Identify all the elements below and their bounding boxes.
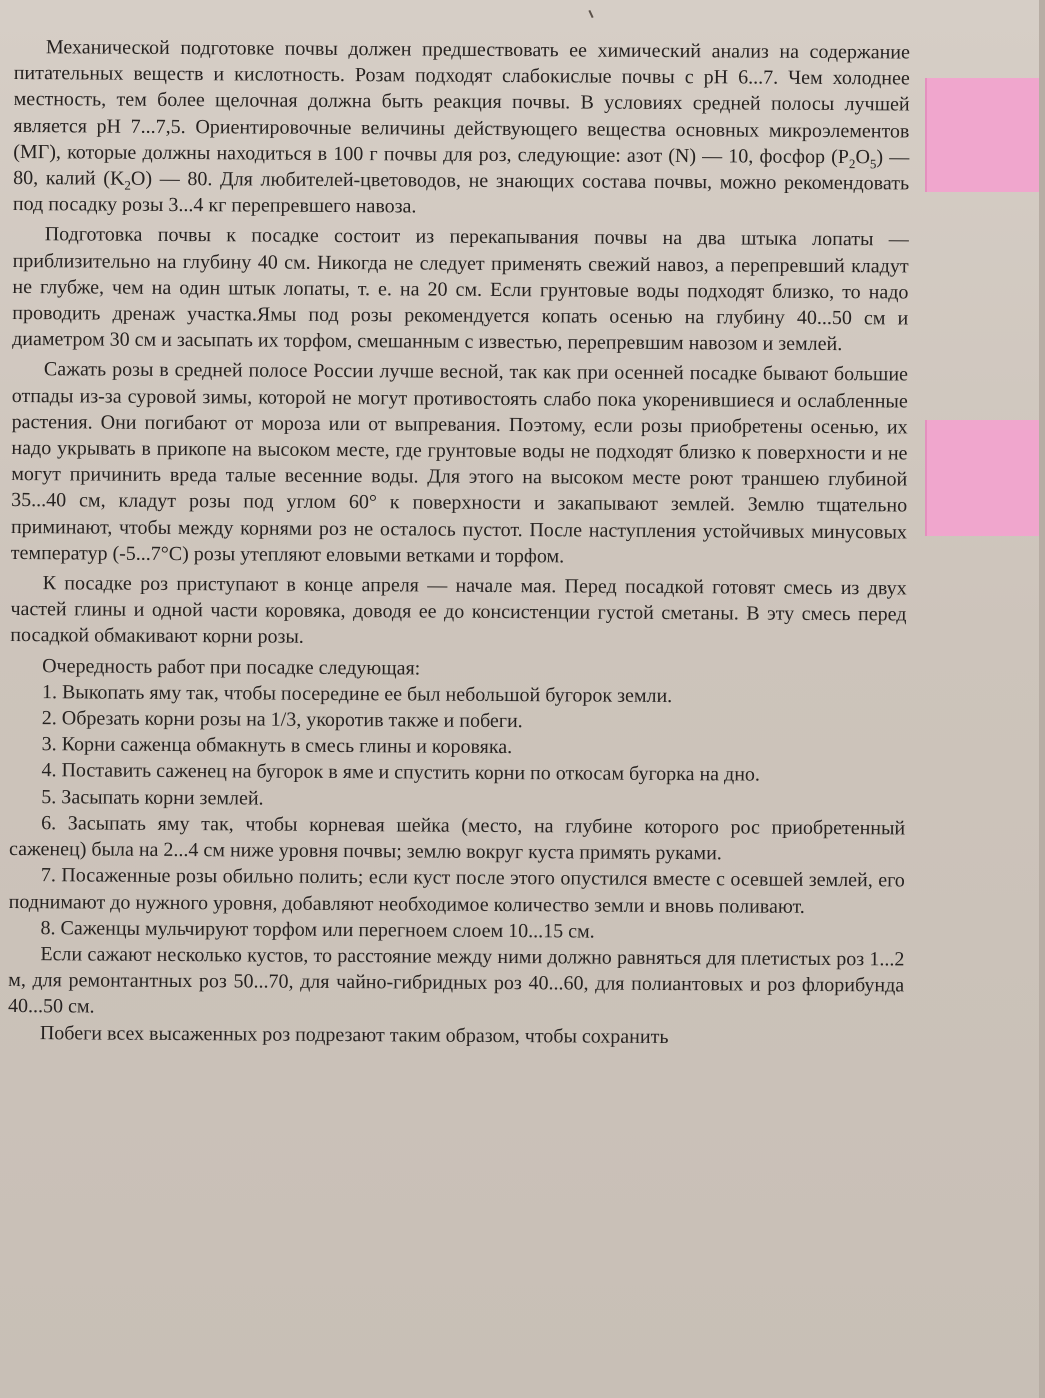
- paragraph-planting-time: К посадке роз приступают в конце апреля — начале мая. Перед посадкой готовят смесь из двух частей глины и одной части коровяка, доводя ее до консистенции густой сметаны. В эту смесь перед посадкой обмакивают корни розы.: [10, 572, 907, 649]
- list-item: 6. Засыпать яму так, чтобы корневая шейка (место, на глубине которого рос приобретенный саженец) была на 2...4 см ниже уровня почвы; землю вокруг куста примять руками.: [8, 812, 906, 865]
- list-item: 3. Корни саженца обмакнуть в смесь глины и коровяка.: [41, 733, 513, 759]
- list-item: 7. Посаженные розы обильно полить; если куст после этого опустился вместе с осевшей землей, его поднимают до нужного уровня, добавляют необходимое количество земли и вновь поливают.: [8, 864, 905, 918]
- list-item: 4. Поставить саженец на бугорок в яме и спустить корни по откосам бугорка на дно.: [41, 759, 761, 787]
- paragraph-spacing: Если сажают несколько кустов, то расстояние между ними должно равняться для плетистых роз 1...2 м, для ремонтантных роз 50...70, для чайно-гибридных роз 40...60, для полиантовых и роз флорибунда 40...50 см.: [7, 943, 905, 1018]
- list-item: 5. Засыпать корни землей.: [41, 785, 264, 810]
- sticky-note-tab: [925, 78, 1045, 192]
- list-intro: Очередность работ при посадке следующая:: [42, 654, 421, 680]
- list-item: 8. Саженцы мульчируют торфом или перегноем слоем 10...15 см.: [40, 916, 595, 943]
- list-item: 1. Выкопать яму так, чтобы посередине ее был небольшой бугорок земли.: [41, 681, 673, 707]
- list-item: 2. Обрезать корни розы на 1/3, укоротив также и побеги.: [41, 707, 523, 733]
- pen-mark: [588, 10, 593, 18]
- paragraph-soil-preparation: Подготовка почвы к посадке состоит из перекапывания почвы на два штыка лопаты — приблизительно на глубину 40 см. Никогда не следует применять свежий навоз, а перепревший кладут не глубже, чем на один штык лопаты, т. е. на 20 см. Если грунтовые воды подходят близко, то надо проводить дренаж участка.Ямы под розы рекомендуется копать осенью на глубину 40...50 см и диаметром 30 см и засыпать их торфом, смешанным с известью, перепревшим навозом и землей.: [12, 223, 909, 356]
- sticky-note-tab: [925, 420, 1045, 536]
- paragraph-planting-season: Сажать розы в средней полосе России лучше весной, так как при осенней посадке бывают большие отпады из-за суровой зимы, которой не могут противостоять слабо пока укоренившиеся и ослабленные растения. Они погибают от мороза или от выпревания. Поэтому, если розы приобретены осенью, их надо укрывать в прикопе на высоком месте, где грунтовые воды не подходят близко к поверхности и не могут причинить вреда талые весенние воды. Для этого на высоком месте роют траншею глубиной 35...40 см, кладут розы под углом 60° к поверхности и закапывают землей. Землю тщательно приминают, чтобы между корнями роз не осталось пустот. После наступления устойчивых минусовых температур (-5...7°C) розы утепляют еловыми ветками и торфом.: [10, 358, 909, 568]
- paragraph-pruning: Побеги всех высаженных роз подрезают таким образом, чтобы сохранить: [39, 1021, 669, 1048]
- paragraph-soil-analysis: Механической подготовке почвы должен предшествовать ее химический анализ на содержание питательных веществ и кислотность. Розам подходят слабокислые почвы с pH 6...7. Чем холоднее местность, тем более щелочная должна быть реакция почвы. В условиях средней полосы лучшей является pH 7...7,5. Ориентировочные величины действующего вещества основных микроэлементов (МГ), которые должны находиться в 100 г почвы для роз, следующие: азот (N) — 10, фосфор $(P_2O_5)$ — 80, калий $(K_2O)$ — 80. Для любителей-цветоводов, не знающих состава почвы, можно рекомендовать под посадку розы 3...4 кг перепревшего навоза.: [12, 36, 910, 218]
- page-edge: [1039, 0, 1045, 1398]
- page-text: [8, 34, 910, 1051]
